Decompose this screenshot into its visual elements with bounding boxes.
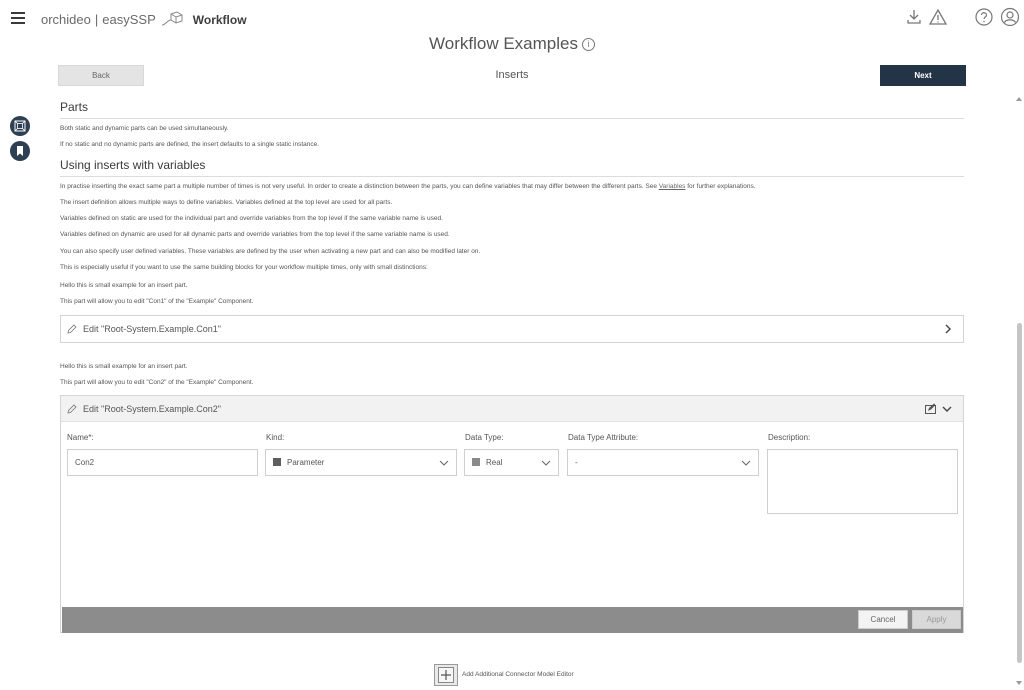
name-label: Name*: (67, 433, 94, 443)
component-icon (14, 120, 26, 132)
variables-text: You can also specify user defined variables. These variables are defined by the user when activating a new part and can also be modified later on. (60, 247, 481, 255)
component-view-button[interactable] (10, 116, 30, 136)
datatype-attribute-label: Data Type Attribute: (568, 433, 639, 443)
warning-icon[interactable] (928, 7, 948, 27)
chevron-down-icon (541, 459, 551, 467)
part1-text: This part will allow you to edit "Con1" of the "Example" Component. (60, 298, 254, 306)
part2-edit-label: Edit "Root-System.Example.Con2" (83, 404, 221, 415)
add-editor-label: Add Additional Connector Model Editor (462, 671, 574, 678)
pencil-icon (67, 324, 77, 334)
part2-panel (60, 395, 964, 633)
part2-header[interactable] (61, 396, 963, 422)
parts-text: If no static and no dynamic parts are defined, the insert defaults to a single static instance. (60, 141, 320, 149)
datatype-select[interactable] (464, 449, 559, 476)
part2-footer (62, 607, 963, 633)
kind-value: Parameter (287, 458, 325, 468)
apply-button[interactable]: Apply (912, 610, 961, 629)
edit-window-icon[interactable] (925, 403, 937, 415)
top-bar (0, 0, 1024, 36)
add-editor-button[interactable] (434, 664, 458, 686)
scroll-down-icon[interactable] (1016, 681, 1022, 685)
variables-text-after: for further explanations. (685, 182, 756, 190)
bookmark-button[interactable] (10, 141, 30, 161)
chevron-down-icon[interactable] (941, 403, 953, 415)
variables-link[interactable]: Variables (658, 182, 686, 190)
brand-workflow: Workflow (192, 13, 247, 27)
download-icon[interactable] (904, 7, 924, 27)
kind-select[interactable] (265, 449, 457, 476)
chevron-right-icon[interactable] (943, 323, 953, 335)
description-label: Description: (768, 433, 811, 443)
scroll-up-icon[interactable] (1016, 97, 1022, 101)
bookmark-icon (14, 145, 26, 157)
scrollbar[interactable] (1014, 95, 1024, 690)
info-icon[interactable]: i (582, 38, 595, 51)
scroll-thumb[interactable] (1017, 323, 1022, 663)
part1-header[interactable] (61, 316, 963, 342)
datatype-attribute-select[interactable] (567, 449, 759, 476)
variables-text (60, 183, 964, 191)
chevron-down-icon (741, 459, 751, 467)
brand-easyssp: easySSP (102, 12, 156, 27)
help-icon[interactable] (974, 7, 994, 27)
part1-text: Hello this is small example for an insert part. (60, 282, 188, 290)
cancel-button[interactable]: Cancel (858, 610, 908, 629)
page-title (0, 34, 1024, 54)
part2-text: This part will allow you to edit "Con2" of the "Example" Component. (60, 378, 254, 386)
menu-icon[interactable] (11, 12, 25, 24)
brand-orchideo: orchideo (41, 12, 91, 27)
datatype-value: Real (486, 458, 503, 468)
chevron-down-icon (439, 459, 449, 467)
datatype-label: Data Type: (465, 433, 504, 443)
content (60, 100, 964, 633)
part1-edit-label: Edit "Root-System.Example.Con1" (83, 323, 221, 334)
real-type-icon (472, 458, 480, 466)
variables-text: This is especially useful if you want to use the same building blocks for your workflow multiple times, only with small distinctions: (60, 264, 428, 272)
variables-text-before: In practise inserting the exact same part a multiple number of times is not very useful. In order to create a distinction between the parts, you can define variables that may differ between the different parts. See (60, 182, 659, 190)
name-field[interactable]: Con2 (67, 449, 258, 476)
parts-text: Both static and dynamic parts can be used simultaneously. (60, 125, 229, 132)
pencil-icon (67, 404, 77, 414)
kind-label: Kind: (266, 433, 285, 443)
variables-text: The insert definition allows multiple ways to define variables. Variables defined at the top level are used for all parts. (60, 198, 393, 206)
brand-separator: | (94, 12, 99, 27)
variables-text: Variables defined on dynamic are used for all dynamic parts and override variables from the top level if the same variable name is used. (60, 231, 450, 239)
easyssp-logo-icon (161, 11, 183, 27)
plus-icon (438, 667, 454, 683)
part2-text: Hello this is small example for an insert part. (60, 362, 188, 370)
part1-panel[interactable] (60, 315, 964, 343)
page-title-text: Workflow Examples (429, 34, 578, 53)
next-button[interactable]: Next (880, 65, 966, 86)
parameter-kind-icon (273, 458, 281, 466)
back-button[interactable]: Back (58, 65, 144, 86)
brand (41, 11, 247, 27)
description-textarea[interactable] (767, 449, 958, 514)
section-heading-parts: Parts (60, 100, 964, 119)
datatype-attribute-value: - (575, 458, 578, 468)
variables-text: Variables defined on static are used for the individual part and override variables from the top level if the same variable name is used. (60, 215, 443, 223)
user-icon[interactable] (1000, 7, 1020, 27)
section-heading-variables: Using inserts with variables (60, 158, 964, 177)
step-title: Inserts (495, 69, 529, 81)
